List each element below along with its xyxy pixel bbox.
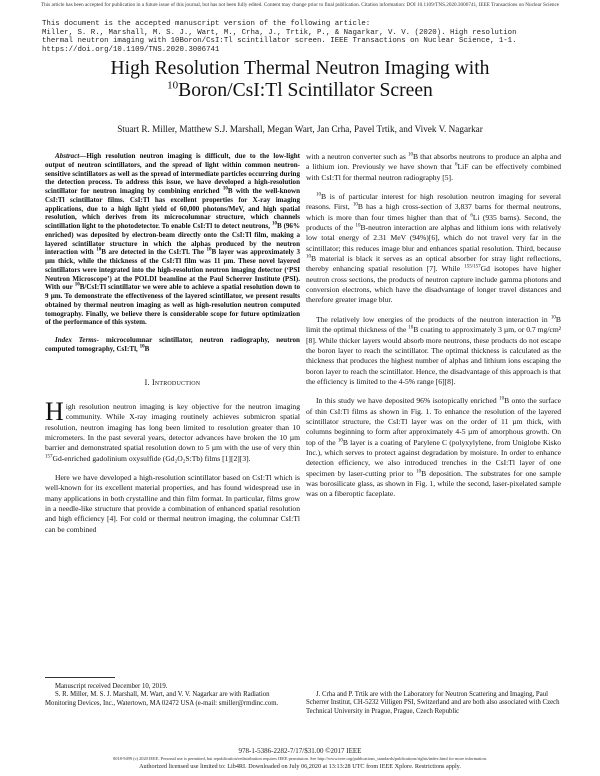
footnote-right	[306, 691, 561, 716]
accepted-manuscript-notice	[42, 20, 562, 54]
intro-paragraph-2: Here we have developed a high-resolution scintillator based on CsI:Tl which is well-known for its excellent material properties, and has found widespread use in many applications in both crystalline and thin film format. In particular, films grow in a needle-like structure that provide a combination of enhanced spatial resolution and high efficiency [4]. For cold or thermal neutron imaging, the columnar CsI:Tl can be combined	[45, 472, 300, 534]
footnote-affiliation-rmd: S. R. Miller, M. S. J. Marshall, M. Wart, and V. V. Nagarkar are with Radiation Monitoring Devices, Inc., Watertown, MA 02472 USA (e-mail: smiller@rmdinc.com.	[45, 691, 279, 707]
abstract-label: Abstract	[55, 152, 80, 160]
accepted-line: This document is the accepted manuscript version of the following article:	[42, 20, 371, 28]
right-column	[306, 152, 561, 509]
paragraph-this-study: In this study we have deposited 96% isotopically enriched $^{10}$B onto the surface of thin CsI:Tl films as shown in Fig. 1. To enhance the resolution of the layered scintillator structure, the CsI:Tl layer was on the order of 11 µm thick, with columns beginning to form after approximately 4-5 µm of amorphous growth. On top of the $^{10}$B layer is a coating of Parylene C (polyxylylene, from Uniglobe Kisko Inc.), which serves to protect against degradation by moisture. In order to enhance detection efficiency, we also introduced trenches in the CsI:Tl layer of one specimen by laser-cutting prior to $^{10}$B deposition. The substrates for one sample was borosilicate glass, as shown in Fig. 1, while the second, laser-pixelated sample was on a fiberoptic faceplate.	[306, 396, 561, 499]
title-line-1: High Resolution Thermal Neutron Imaging with	[110, 58, 490, 79]
isbn-line: 978-1-5386-2282-7/17/$31.00 ©2017 IEEE	[238, 747, 362, 755]
authorized-use-notice: Authorized licensed use limited to: Lib4RI. Downloaded on July 06,2020 at 13:13:28 UTC from IEEE Xplore. Restrictions apply.	[139, 763, 461, 770]
paragraph-boron-interest: $^{10}$B is of particular interest for high resolution neutron imaging for several reasons. First, $^{10}$B has a high cross-section of 3,837 barns for thermal neutrons, which is more than four times higher than that of $^6$Li (935 barns). Second, the products of the $^{10}$B-neutron interaction are alphas and lithium ions with relatively low total energy of 2.31 MeV (94%)[6], which do not travel very far in the scintillator; this reduces image blur and enhances spatial resolution. Third, because $^{10}$B material is black it serves as an optical absorber for stray light reflections, thereby enhancing spatial resolution [7]. While $^{155/157}$Gd isotopes have higher neutron cross sections, the products of neutron capture include gamma photons and conversion electrons, which have the disadvantage of longer travel distances and therefore greater image blur.	[306, 192, 561, 305]
paragraph-energies: The relatively low energies of the products of the neutron interaction in $^{10}$B limit the optimal thickness of the $^{10}$B coating to approximately 3 µm, or 0.7 mg/cm² [8]. While thicker layers would absorb more neutrons, these products do not escape the boron layer to reach the scintillator. The optimal thickness is calculated as the thickness that produces the highest number of alphas and lithium ions escaping the boron layer to reach the scintillator. Hence, the disadvantage of this approach is that the efficiency is limited to the 4-5% range [6][8].	[306, 314, 561, 386]
footnote-affiliation-psi: J. Crha and P. Trtik are with the Laboratory for Neutron Scattering and Imaging, Paul Scherrer Institut, CH-5232 Villigen PSI, Switzerland and are both also associated with Czech Technical University in Prague, Prague, Czech Republic	[306, 691, 560, 715]
doi-link[interactable]: https://doi.org/10.1109/TNS.2020.3006741	[42, 45, 220, 54]
section-heading: I. Introduction	[144, 377, 201, 387]
footnote-divider	[45, 677, 115, 678]
accepted-line: Miller, S. R., Marshall, M. S. J., Wart, M., Crha, J., Trtik, P., & Nagarkar, V. V. (2020). High resolution	[42, 28, 517, 37]
paper-title	[30, 58, 570, 102]
intro-paragraph-1: High resolution neutron imaging is key objective for the neutron imaging community. While X-ray imaging routinely achieves submicron spatial resolution, neutron imaging has long been limited to resolution greater than 10 micrometers. In the past several years, detector advances have broken the 10 µm barrier and demonstrated spatial resolution down to 5 µm with the use of very thin $^{157}$Gd-enriched gadolinium oxysulfide (Gd₂O₂S:Tb) films [1][2][3].	[45, 396, 300, 463]
footnote-left	[45, 683, 300, 708]
index-terms: Index Terms- microcolumnar scintillator, neutron radiography, neutron computed tomography, CsI:Tl, $^{10}$B	[45, 336, 300, 353]
license-notice: 0018-9499 (c) 2020 IEEE. Personal use is permitted, but republication/redistribution requires IEEE permission. See http://www.ieee.org/publications_standards/publications/rights/index.html for more information.	[113, 756, 487, 761]
title-line-2: Boron/CsI:Tl Scintillator Screen	[178, 80, 433, 101]
accepted-line: thermal neutron imaging with 10Boron/CsI:Tl scintillator screen. IEEE Transactions on Nuclear Science, 1-1.	[42, 37, 517, 46]
title-superscript: 10	[167, 79, 179, 92]
drop-cap: H	[45, 396, 64, 426]
index-terms-label: Index Terms	[55, 336, 97, 344]
paragraph-converter: with a neutron converter such as $^{10}$B that absorbs neutrons to produce an alpha and a lithium ion. Previously we have shown that $^6$LiF can be effectively combined with CsI:Tl for thermal neutron radiography [5].	[306, 152, 561, 182]
left-column	[45, 152, 300, 544]
abstract: Abstract—High resolution neutron imaging is difficult, due to the low-light output of neutron scintillators, and the spread of light within common neutron-sensitive scintillators as well as the spread of intermediate particles occurring during the detection process. To address this issue, we have developed a high-resolution scintillator for neutron imaging by combining enriched $^{10}$B with the well-known CsI:Tl scintillator films. CsI:Tl has excellent properties for X-ray imaging applications, due to a high light yield of 60,000 photons/MeV, and high spatial resolution, which derives from its microcolumnar structure, which channels scintillation light to the photodetector. To enable CsI:Tl to detect neutrons, $^{10}$B (96% enriched) was deposited by electron-beam directly onto the CsI:Tl film, making a layered scintillator structure in which the alphas produced by the neutron interaction with $^{10}$B are detected in the CsI:Tl. The $^{10}$B layer was approximately 3 µm thick, while the thickness of the CsI:Tl film was 11 µm. These novel layered scintillators were integrated into the high-resolution neutron imaging detector (‘PSI Neutron Microscope’) at the POLDI beamline at the Paul Scherrer Institute (PSI). With our $^{10}$B/CsI:Tl scintillator we were able to achieve a spatial resolution down to 9 µm. To demonstrate the effectiveness of the layered scintillator, we present results obtained by thermal neutron imaging as well as high-resolution neutron computed tomography. Finally, we believe there is considerable scope for future optimization of the performance of this system.	[45, 152, 301, 327]
footnote-received: Manuscript received December 10, 2019.	[55, 683, 168, 690]
author-list: Stuart R. Miller, Matthew S.J. Marshall, Megan Wart, Jan Crha, Pavel Trtik, and Vivek V. Nagarkar	[117, 124, 483, 134]
journal-notice: This article has been accepted for publication in a future issue of this journal, but has not been fully edited. Content may change prior to final publication. Citation information: DOI 10.1109/TNS.2020.3006741, IEEE Transactions on Nuclear Science	[40, 2, 560, 8]
